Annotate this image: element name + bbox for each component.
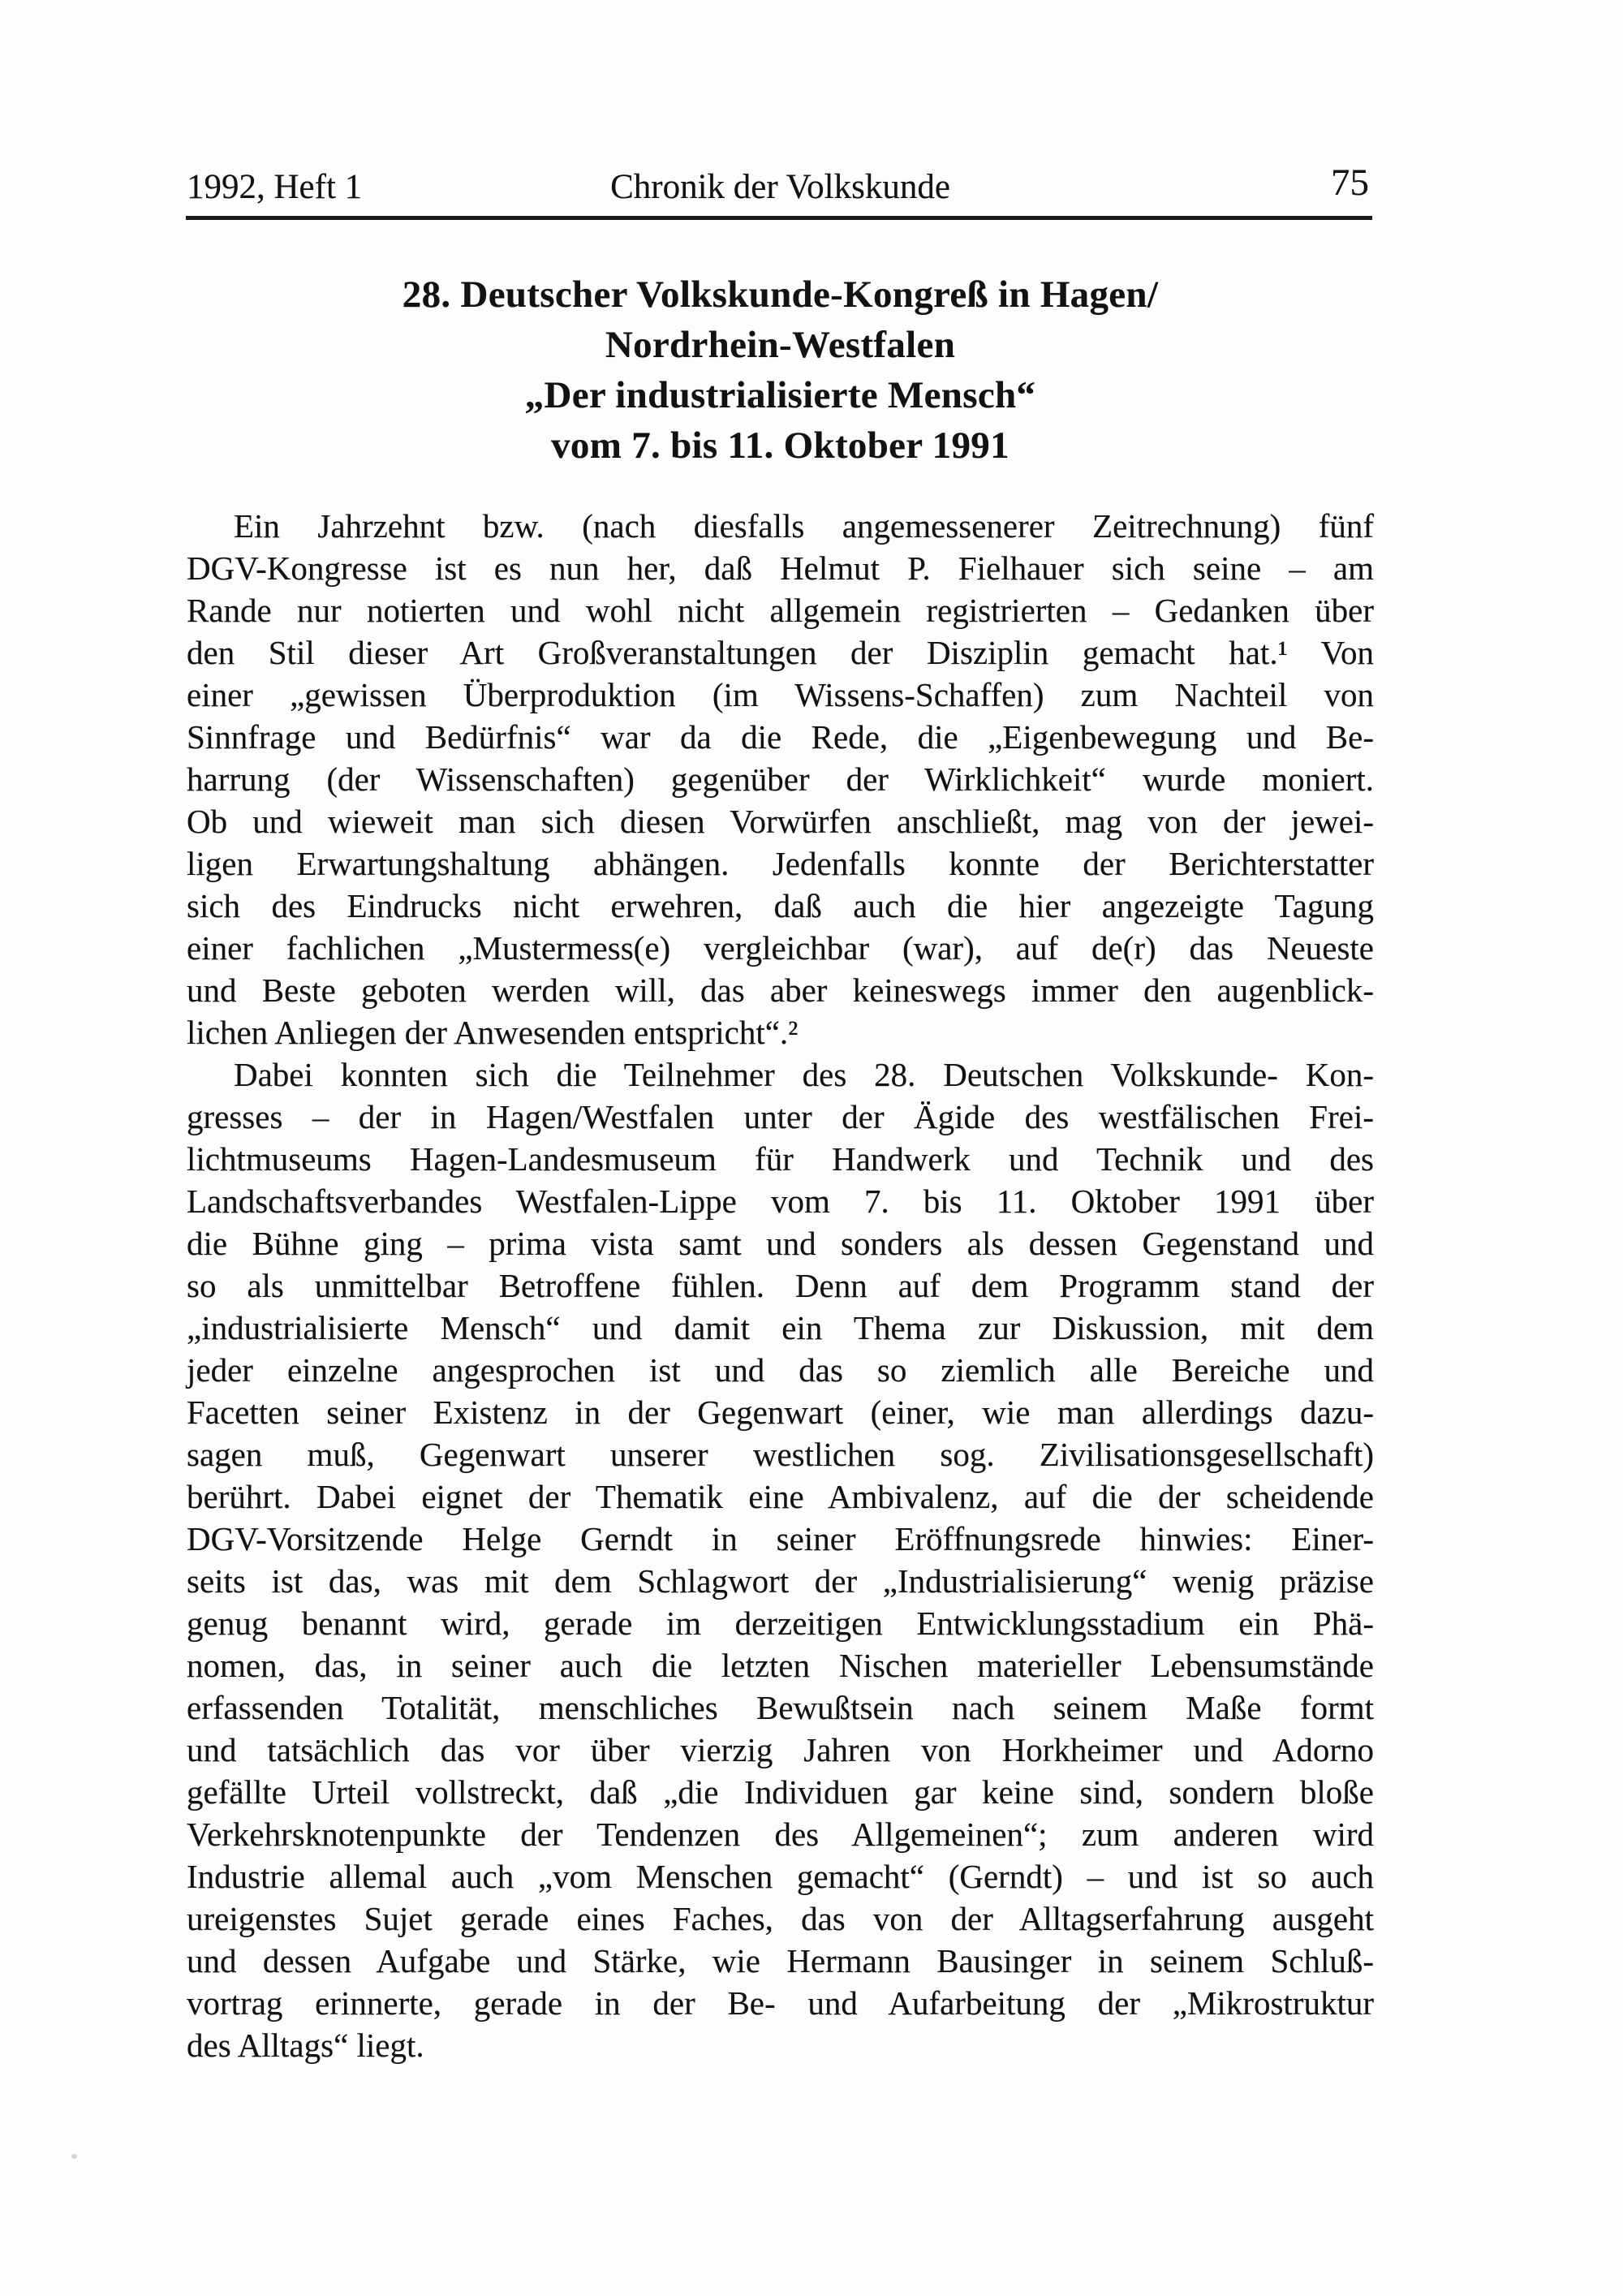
text-line: ligen Erwartungshaltung abhängen. Jedenfalls konnte der Berichterstatter <box>187 845 1374 882</box>
page-header <box>187 162 1374 208</box>
text-line: gresses – der in Hagen/Westfalen unter der Ägide des westfälischen Frei- <box>187 1098 1374 1135</box>
header-divider-rule <box>186 216 1372 220</box>
text-line: des Alltags“ liegt. <box>187 2027 424 2064</box>
text-line: gefällte Urteil vollstreckt, daß „die Individuen gar keine sind, sondern bloße <box>187 1773 1374 1811</box>
text-line: DGV-Vorsitzende Helge Gerndt in seiner Eröffnungsrede hinwies: Einer- <box>187 1520 1374 1557</box>
text-line: lichtmuseums Hagen-Landesmuseum für Handwerk und Technik und des <box>187 1140 1374 1178</box>
title-line: Nordrhein-Westfalen <box>605 324 956 366</box>
text-line: und dessen Aufgabe und Stärke, wie Hermann Bausinger in seinem Schluß- <box>187 1942 1374 1979</box>
article-title <box>187 269 1374 471</box>
text-line: Rande nur notierten und wohl nicht allgemein registrierten – Gedanken über <box>187 592 1374 629</box>
text-line: DGV-Kongresse ist es nun her, daß Helmut P. Fielhauer sich seine – am <box>187 549 1374 587</box>
text-line: Landschaftsverbandes Westfalen-Lippe vom 7. bis 11. Oktober 1991 über <box>187 1182 1374 1220</box>
text-line: vortrag erinnerte, gerade in der Be- und Aufarbeitung der „Mikrostruktur <box>187 1984 1374 2022</box>
title-line: 28. Deutscher Volkskunde-Kongreß in Hagen/ <box>402 274 1159 316</box>
text-line: Ob und wieweit man sich diesen Vorwürfen anschließt, mag von der jewei- <box>187 803 1374 840</box>
text-line: Ein Jahrzehnt bzw. (nach diesfalls angemessenerer Zeitrechnung) fünf <box>234 507 1374 545</box>
title-line: „Der industrialisierte Mensch“ <box>524 374 1036 416</box>
text-line: sagen muß, Gegenwart unserer westlichen sog. Zivilisationsgesellschaft) <box>187 1436 1374 1473</box>
text-line: seits ist das, was mit dem Schlagwort der „Industrialisierung“ wenig präzise <box>187 1562 1374 1600</box>
text-line: ureigenstes Sujet gerade eines Faches, das von der Alltagserfahrung ausgeht <box>187 1900 1374 1937</box>
text-line: sich des Eindrucks nicht erwehren, daß auch die hier angezeigte Tagung <box>187 887 1374 924</box>
header-issue-label: 1992, Heft 1 <box>187 168 363 206</box>
text-line: die Bühne ging – prima vista samt und sonders als dessen Gegenstand und <box>187 1225 1374 1262</box>
text-line: jeder einzelne angesprochen ist und das so ziemlich alle Bereiche und <box>187 1351 1374 1389</box>
text-line: und tatsächlich das vor über vierzig Jahren von Horkheimer und Adorno <box>187 1731 1374 1768</box>
text-line: einer „gewissen Überproduktion (im Wissens-Schaffen) zum Nachteil von <box>187 676 1374 713</box>
text-line: Sinnfrage und Bedürfnis“ war da die Rede, die „Eigenbewegung und Be- <box>187 718 1374 756</box>
paragraph <box>187 1053 1374 2066</box>
article-body <box>187 505 1374 2066</box>
text-line: Industrie allemal auch „vom Menschen gemacht“ (Gerndt) – und ist so auch <box>187 1858 1374 1895</box>
text-line: einer fachlichen „Mustermess(e) vergleichbar (war), auf de(r) das Neueste <box>187 929 1374 967</box>
text-line: den Stil dieser Art Großveranstaltungen der Disziplin gemacht hat.¹ Von <box>187 634 1374 671</box>
header-journal-title: Chronik der Volkskunde <box>610 168 950 206</box>
text-line: und Beste geboten werden will, das aber keineswegs immer den augenblick- <box>187 971 1374 1009</box>
header-page-number: 75 <box>1331 162 1369 204</box>
text-line: Verkehrsknotenpunkte der Tendenzen des Allgemeinen“; zum anderen wird <box>187 1816 1374 1853</box>
text-line: Facetten seiner Existenz in der Gegenwart (einer, wie man allerdings dazu- <box>187 1394 1374 1431</box>
text-line: so als unmittelbar Betroffene fühlen. Denn auf dem Programm stand der <box>187 1267 1374 1304</box>
text-line: lichen Anliegen der Anwesenden entspricht“.² <box>187 1014 799 1051</box>
paragraph <box>187 505 1374 1053</box>
text-line: erfassenden Totalität, menschliches Bewußtsein nach seinem Maße formt <box>187 1689 1374 1726</box>
text-line: berührt. Dabei eignet der Thematik eine Ambivalenz, auf die der scheidende <box>187 1478 1374 1515</box>
text-line: nomen, das, in seiner auch die letzten Nischen materieller Lebensumstände <box>187 1647 1374 1684</box>
scan-speck-artifact <box>71 2154 77 2159</box>
text-line: Dabei konnten sich die Teilnehmer des 28. Deutschen Volkskunde- Kon- <box>234 1056 1374 1093</box>
text-line: harrung (der Wissenschaften) gegenüber der Wirklichkeit“ wurde moniert. <box>187 760 1374 798</box>
title-line: vom 7. bis 11. Oktober 1991 <box>551 424 1010 467</box>
text-line: genug benannt wird, gerade im derzeitigen Entwicklungsstadium ein Phä- <box>187 1605 1374 1642</box>
text-line: „industrialisierte Mensch“ und damit ein Thema zur Diskussion, mit dem <box>187 1309 1374 1346</box>
